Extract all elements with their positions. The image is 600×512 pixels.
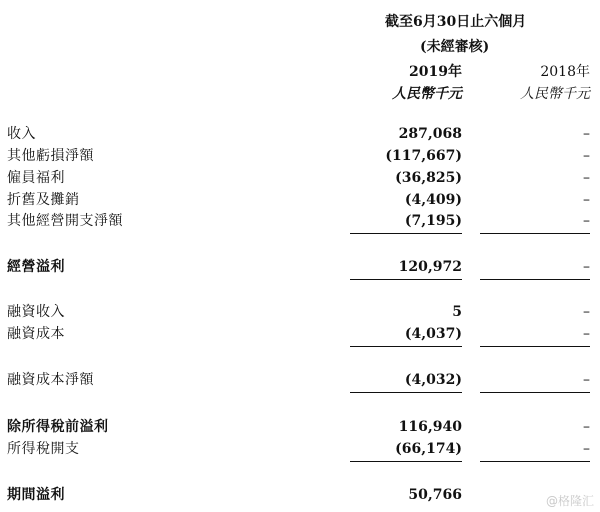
row-value-2019-employee-benefits: (36,825) (395, 170, 462, 186)
row-label-finance-income: 融資收入 (7, 304, 65, 320)
finance-total-rule-2018 (480, 392, 590, 393)
row-value-2019-other-losses: (117,667) (385, 148, 462, 164)
row-value-2018-income-tax-expense: – (583, 441, 590, 457)
row-label-profit-for-period: 期間溢利 (7, 487, 65, 503)
total-rule-2019 (350, 279, 462, 280)
year-2018-heading: 2018年 (540, 64, 590, 80)
row-value-2018-finance-income: – (583, 304, 590, 320)
row-value-2019-revenue: 287,068 (398, 126, 462, 142)
row-label-depreciation: 折舊及攤銷 (7, 192, 80, 208)
period-heading: 截至6月30日止六個月 (385, 14, 527, 30)
row-value-2019-finance-income: 5 (452, 304, 462, 320)
row-label-income-tax-expense: 所得稅開支 (7, 441, 80, 457)
row-value-2019-other-operating-expenses: (7,195) (404, 213, 462, 229)
row-value-2018-employee-benefits: – (583, 170, 590, 186)
row-label-profit-before-tax: 除所得稅前溢利 (7, 419, 109, 435)
row-value-2019-profit-for-period: 50,766 (408, 487, 462, 503)
year-2019-heading: 2019年 (409, 64, 462, 80)
subtotal-rule-2019 (350, 233, 462, 234)
row-value-2018-operating-profit: – (583, 259, 590, 275)
row-value-2018-revenue: – (583, 126, 590, 142)
row-value-2018-other-losses: – (583, 148, 590, 164)
row-label-net-finance-costs: 融資成本淨額 (7, 372, 94, 388)
row-value-2019-profit-before-tax: 116,940 (398, 419, 462, 435)
row-value-2018-depreciation: – (583, 192, 590, 208)
row-label-revenue: 收入 (7, 126, 36, 142)
row-value-2019-income-tax-expense: (66,174) (395, 441, 462, 457)
tax-subtotal-rule-2018 (480, 461, 590, 462)
row-label-employee-benefits: 僱員福利 (7, 170, 65, 186)
unaudited-note: (未經審核) (420, 39, 490, 55)
row-label-operating-profit: 經營溢利 (7, 259, 65, 275)
row-value-2019-net-finance-costs: (4,032) (404, 372, 462, 388)
row-value-2019-finance-costs: (4,037) (404, 326, 462, 342)
row-value-2018-other-operating-expenses: – (583, 213, 590, 229)
subtotal-rule-2018 (480, 233, 590, 234)
row-label-finance-costs: 融資成本 (7, 326, 65, 342)
unit-2018-heading: 人民幣千元 (520, 86, 590, 102)
row-value-2019-depreciation: (4,409) (404, 192, 462, 208)
finance-subtotal-rule-2019 (350, 346, 462, 347)
unit-2019-heading: 人民幣千元 (392, 86, 462, 102)
total-rule-2018 (480, 279, 590, 280)
row-label-other-operating-expenses: 其他經營開支淨額 (7, 213, 123, 229)
row-value-2018-profit-before-tax: – (583, 419, 590, 435)
row-value-2018-finance-costs: – (583, 326, 590, 342)
watermark: @格隆汇 (545, 494, 594, 508)
finance-subtotal-rule-2018 (480, 346, 590, 347)
tax-subtotal-rule-2019 (350, 461, 462, 462)
row-value-2018-net-finance-costs: – (583, 372, 590, 388)
row-label-other-losses: 其他虧損淨額 (7, 148, 94, 164)
finance-total-rule-2019 (350, 392, 462, 393)
row-value-2019-operating-profit: 120,972 (398, 259, 462, 275)
